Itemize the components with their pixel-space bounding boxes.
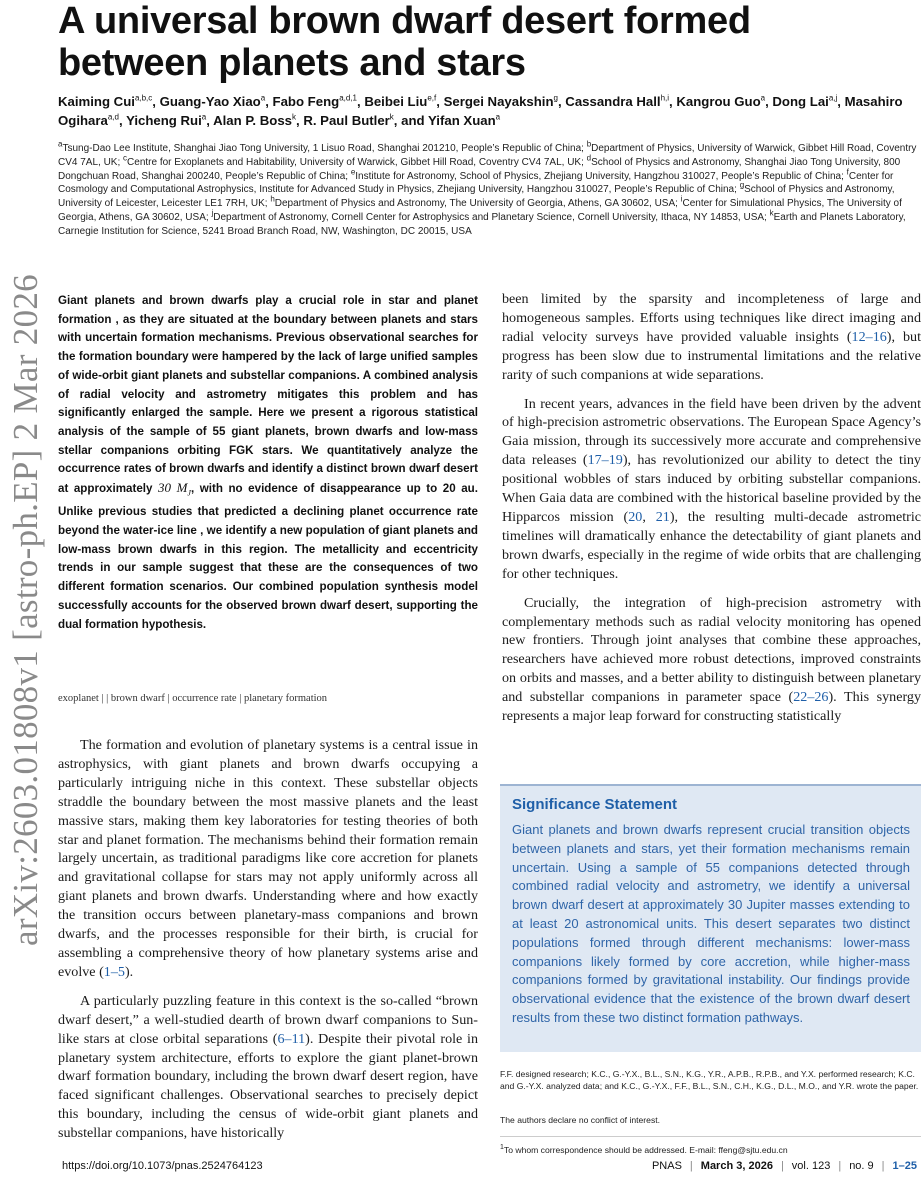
- author-separator: ,: [557, 94, 566, 109]
- significance-statement-box: [500, 784, 921, 1052]
- journal-name: PNAS: [651, 1160, 682, 1172]
- paragraph-text: been limited by the sparsity and incompleteness of large and homogeneous samples. Efforts using techniques like direct imaging and radial velocity surveys have provided valuable insights (: [502, 291, 921, 345]
- affiliation-key: j: [211, 208, 214, 218]
- paragraph-text: ).: [124, 963, 134, 980]
- paragraph-text: Crucially, the integration of high-precision astrometry with complementary methods such as radial velocity monitoring has opened new frontiers. Through joint analyses that combine these approaches, researchers have achieved more robust detections, improved constraints on orbits and masses, and a better ability to distinguish between planetary and substellar companions in parameter space (: [502, 594, 921, 706]
- author-affiliation-marker: a: [760, 93, 766, 103]
- author-name: Sergei Nayakshin: [443, 94, 554, 109]
- body-paragraph: [58, 992, 478, 1143]
- abstract-math: 30 $M_J$: [158, 480, 191, 498]
- affiliation-key: b: [586, 139, 592, 149]
- body-paragraph: [502, 290, 921, 385]
- body-text-left-column: [58, 736, 478, 1153]
- author-affiliation-marker: a,b,c: [134, 93, 153, 103]
- body-paragraph: [502, 395, 921, 584]
- citation-link[interactable]: 21: [655, 508, 670, 525]
- author-name: Yifan Xuan: [428, 113, 496, 128]
- author-name: Alan P. Boss: [213, 113, 292, 128]
- author-name: Beibei Liu: [364, 94, 428, 109]
- author-affiliation-marker: a,d: [107, 112, 119, 122]
- affiliation-text: Tsung-Dao Lee Institute, Shanghai Jiao Tong University, 1 Lisuo Road, Shanghai 201210, People’s Republic of China;: [62, 143, 587, 154]
- citation-link[interactable]: 20: [628, 508, 643, 525]
- author-name: Guang-Yao Xiao: [159, 94, 261, 109]
- abstract: [58, 292, 478, 634]
- affiliations: [58, 139, 920, 239]
- footnote-divider: [500, 1136, 921, 1137]
- paragraph-text: In recent years, advances in the field have been driven by the advent of high-precision astrometric observations. The European Space Agency’s Gaia mission, through its successively more accurate and comprehensive data releases (: [502, 395, 921, 469]
- affiliation-text: Center for Simulational Physics, The University of Georgia, Athens, GA 30602, USA;: [58, 198, 902, 223]
- paper-title: A universal brown dwarf desert formed between planets and stars: [58, 0, 751, 84]
- paragraph-text: ,: [642, 508, 656, 525]
- page-footer: [58, 1158, 923, 1180]
- author-separator: ,: [436, 94, 444, 109]
- author-affiliation-marker: a: [201, 112, 207, 122]
- affiliation-text: School of Physics and Astronomy, University of Leicester, Leicester LE1 7RH, UK;: [58, 184, 895, 210]
- affiliation-text: Centre for Exoplanets and Habitability, University of Warwick, Gibbet Hill Road, Coventry CV4 7AL, UK;: [127, 156, 587, 168]
- paragraph-text: ), has revolutionized our ability to detect the tiny positional wobbles of stars induced by orbiting substellar companions. When Gaia data are combined with the historical baseline provided by the Hipparcos mission (: [502, 452, 921, 525]
- affiliation-text: Center for Cosmology and Computational Astrophysics, Institute for Advanced Study in Physics, Zhejiang University, Hangzhou 310027, People’s Republic of China;: [58, 170, 894, 196]
- author-affiliation-marker: a: [260, 93, 266, 103]
- author-name: Masahiro Ogihara: [58, 94, 903, 128]
- affiliation-text: Department of Astronomy, Cornell Center for Astrophysics and Planetary Science, Cornell University, Ithaca, NY 14853, USA;: [213, 211, 770, 223]
- author-separator: , and: [393, 113, 428, 128]
- author-separator: ,: [765, 94, 773, 109]
- affiliation-key: k: [769, 208, 774, 218]
- paragraph-text: A particularly puzzling feature in this context is the so-called “brown dwarf desert,” a well-studied dearth of brown dwarf companions to Sun-like stars at close orbital separations (: [58, 992, 478, 1047]
- affiliation-text: Department of Physics, University of Warwick, Gibbet Hill Road, Coventry CV4 7AL, UK;: [58, 143, 917, 168]
- volume: vol. 123: [791, 1160, 831, 1172]
- issue: no. 9: [849, 1160, 874, 1172]
- affiliation-key: f: [846, 167, 849, 177]
- author-affiliation-marker: a,j: [828, 93, 838, 103]
- body-paragraph: [58, 736, 478, 982]
- citation-link[interactable]: 1–5: [103, 963, 125, 980]
- affiliation-text: Earth and Planets Laboratory, Carnegie Institution for Science, 5241 Broad Branch Road, NW, Washington, DC 20015, USA: [58, 211, 906, 237]
- affiliation-key: h: [270, 194, 275, 204]
- author-name: Fabo Feng: [272, 94, 340, 109]
- author-separator: ,: [296, 113, 304, 128]
- author-affiliation-marker: k: [389, 112, 394, 122]
- author-separator: ,: [206, 113, 214, 128]
- arxiv-side-label: arXiv:2603.01808v1 [astro-ph.EP] 2 Mar 2026: [6, 274, 46, 946]
- author-separator: ,: [118, 113, 127, 128]
- paragraph-text: ), the resulting multi-decade astrometric timelines will dramatically enhance the detectability of giant planets and brown dwarfs, especially in the regime of wide orbits that are challenging for other techniques.: [502, 508, 922, 582]
- author-affiliation-marker: a: [495, 112, 501, 122]
- affiliation-text: Department of Physics and Astronomy, The University of Georgia, Athens, GA 30602, USA;: [274, 198, 681, 210]
- author-separator: ,: [356, 94, 365, 109]
- significance-text: Giant planets and brown dwarfs represent crucial transition objects between planets and stars, yet their formation mechanisms remain uncertain. Using a sample of 55 companions detected through combined radial velocity and astrometry, we identify a universal brown dwarf desert at approximately 30 Jupiter masses extending to at least 20 astronomical units. This desert separates two distinct populations formed through different mechanisms: lower-mass companions likely formed by core accretion, while higher-mass companions formed by gravitational instability. Our findings provide observational evidence that the existence of the brown dwarf desert results from these two distinct formation pathways.: [512, 822, 910, 1025]
- affiliation-key: a: [58, 139, 63, 149]
- paragraph-text: ), but progress has been slow due to instrumental limitations and the relative rarity of such companions at wide separations.: [502, 328, 922, 383]
- author-separator: ,: [837, 94, 845, 109]
- affiliation-key: i: [680, 194, 683, 204]
- citation-link[interactable]: 6–11: [277, 1030, 306, 1047]
- publication-date: March 3, 2026: [700, 1160, 773, 1172]
- author-contributions: F.F. designed research; K.C., G.-Y.X., B.L., S.N., K.G., Y.R., A.P.B., R.P.B., and Y.X. performed research; K.C. and G.-Y.X. analyzed data; and K.C., G.-Y.X., F.F., B.L., S.N., C.H., K.G., D.L., M.O., and Y.R. wrote the paper.: [500, 1069, 919, 1091]
- body-text-right-column: [502, 290, 921, 736]
- author-name: R. Paul Butler: [303, 113, 390, 128]
- significance-heading: Significance Statement: [512, 796, 678, 813]
- author-affiliation-marker: g: [553, 93, 558, 103]
- paragraph-text: The formation and evolution of planetary systems is a central issue in astrophysics, with giant planets and brown dwarfs occupying a particularly intriguing niche in this context. These substellar objects straddle the boundary between the most massive planets and the least massive stars, making them key laboratories for testing theories of both star and planet formation. The mechanisms behind their formation remain largely uncertain, as traditional paradigms like core accretion for planets and gravitational collapse for stars may not apply uniformly across all giant planets and brown dwarfs. Understanding where and how exactly the transition occurs between planetary-mass companions and brown dwarfs, and the processes responsible for their birth, is crucial for assembling a comprehensive theory of how planetary systems arise and evolve (: [58, 737, 478, 980]
- author-affiliation-marker: h,i: [660, 93, 670, 103]
- author-affiliation-marker: k: [292, 112, 296, 122]
- affiliation-text: Institute for Astronomy, School of Physics, Zhejiang University, Hangzhou 310027, People’s Republic of China;: [355, 170, 847, 182]
- affiliation-key: g: [739, 181, 745, 191]
- author-separator: ,: [265, 94, 273, 109]
- author-name: Dong Lai: [772, 94, 829, 109]
- citation-link[interactable]: 17–19: [587, 452, 623, 469]
- abstract-part1: Giant planets and brown dwarfs play a crucial role in star and planet formation , as they are situated at the boundary between planets and stars with uncertain formation mechanisms. Previous observational searches for the formation boundary were hampered by the lack of large unified samples of wide-orbit giant planets and substellar companions. A combined analysis of radial velocity and astrometry mitigates this problem and has significantly enlarged the sample. Here we present a rigorous statistical analysis of the sample of 55 giant planets, brown dwarfs and low-mass stellar companions orbiting FGK stars. We quantitatively analyze the occurrence rates of brown dwarfs and identify a distinct brown dwarf desert at approximately: [58, 294, 478, 496]
- affiliation-key: c: [123, 153, 128, 163]
- paragraph-text: ). This synergy represents a major leap forward for constructing statistically: [502, 689, 921, 725]
- author-affiliation-marker: a,d,1: [339, 93, 357, 103]
- citation-link[interactable]: 22–26: [793, 689, 829, 706]
- footer-citation: PNAS | March 3, 2026 | vol. 123 | no. 9 | 1–25: [651, 1160, 917, 1172]
- author-affiliation-marker: e,f: [427, 93, 437, 103]
- affiliation-text: School of Physics and Astronomy, Shanghai Jiao Tong University, 800 Dongchuan Road, Shanghai 200240, People’s Republic of China;: [58, 156, 901, 182]
- affiliation-key: d: [586, 153, 592, 163]
- author-separator: ,: [669, 94, 677, 109]
- page-range: 1–25: [892, 1160, 917, 1172]
- citation-link[interactable]: 12–16: [851, 328, 887, 345]
- author-name: Kangrou Guo: [676, 94, 761, 109]
- author-name: Kaiming Cui: [58, 94, 135, 109]
- keywords: exoplanet | | brown dwarf | occurrence rate | planetary formation: [58, 693, 328, 704]
- paragraph-text: ). Despite their pivotal role in planetary system architecture, efforts to explore the giant planet-brown dwarf formation boundary, including the brown dwarf desert region, have faced significant challenges. Observational searches to precisely depict this boundary, including the census of wide-orbit giant planets and substellar companions, have historically: [58, 1030, 478, 1142]
- author-name: Cassandra Hall: [565, 94, 661, 109]
- abstract-part2: , with no evidence of disappearance up to 20 au. Unlike previous studies that predicted a declining planet occurrence rate beyond the water-ice line , we identify a new population of giant planets and low-mass brown dwarfs in this region. The metallicity and eccentricity trends in our sample suggest that these are the consequences of two different formation scenarios. Our combined population synthesis model successfully accounts for the observed brown dwarf desert, supporting the dual formation hypothesis.: [58, 482, 478, 631]
- author-list: [58, 92, 918, 130]
- author-name: Yicheng Rui: [126, 113, 202, 128]
- body-paragraph: [502, 594, 921, 726]
- affiliation-key: e: [350, 167, 356, 177]
- correspondence-note: $^1$To whom correspondence should be addressed. E-mail: ffeng@sjtu.edu.cn: [500, 1144, 788, 1155]
- doi-link[interactable]: https://doi.org/10.1073/pnas.2524764123: [62, 1160, 263, 1172]
- author-separator: ,: [152, 94, 160, 109]
- conflict-statement: The authors declare no conflict of interest.: [500, 1115, 661, 1125]
